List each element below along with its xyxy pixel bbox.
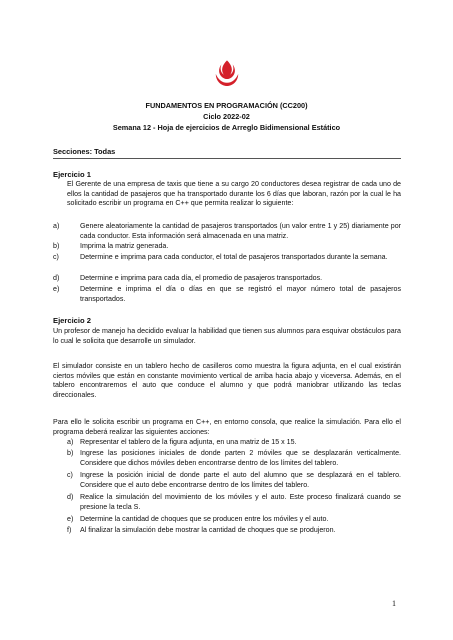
sections-label: Secciones: Todas [53,147,116,156]
item-label: d) [67,493,74,501]
item-text: Al finalizar la simulación debe mostrar la cantidad de choques que se produjeron. [80,526,336,534]
item-label: d) [53,274,60,282]
exercise-2-paragraph-1: Un profesor de manejo ha decidido evaluar la habilidad que tienen sus alumnos para esquivar obstáculos para lo cual le solicita que desarrolle un simulador. [53,327,401,345]
exercise-2-paragraph-3: Para ello le solicita escribir un programa en C++, en entorno consola, que realice la simulación. Para ello el programa deberá realizar las siguientes acciones: [53,418,401,436]
exercise-1-item-d [53,274,401,284]
exercise-2-paragraph-2: El simulador consiste en un tablero hecho de casilleros como muestra la figura adjunta, en el cual existirán ciertos móviles que están en constante movimiento vertical de arriba hacia abajo y viceversa. Además, en el tablero encontraremos el auto que conduce el alumno y que podrá maniobrar utilizando las teclas direccionales. [53,362,401,399]
item-label: c) [53,253,59,261]
exercise-2-item-e [53,515,401,525]
exercise-1-item-a [53,222,401,242]
item-text: Ingrese las posiciones iniciales de donde parten 2 móviles que se desplazarán verticalmente. Considere que dichos móviles deben encontrarse dentro de los límites del tablero. [80,449,401,467]
item-label: a) [53,222,60,230]
exercise-2-item-f [53,526,401,536]
exercise-1-item-e [53,285,401,305]
cycle-label: Ciclo 2022-02 [203,112,250,121]
item-label: b) [53,242,60,250]
section-divider [53,158,401,159]
item-text: Representar el tablero de la figura adjunta, en una matriz de 15 x 15. [80,438,297,446]
item-text: Determine la cantidad de choques que se producen entre los móviles y el auto. [80,515,329,523]
exercise-2-title: Ejercicio 2 [53,316,91,325]
exercise-2-item-c [53,471,401,491]
exercise-1-intro: El Gerente de una empresa de taxis que tiene a su cargo 20 conductores desea registrar de cada uno de ellos la cantidad de pasajeros que ha transportado durante los 6 días que laboran, razón por la cual le ha solicitado escribir un programa en C++ que permita realizar lo siguiente: [67,180,401,208]
exercise-2-item-d [53,493,401,513]
item-text: Realice la simulación del movimiento de los móviles y el auto. Este proceso finalizará cuando se presione la tecla S. [80,493,401,511]
item-label: f) [67,526,72,534]
item-label: e) [67,515,74,523]
course-title: FUNDAMENTOS EN PROGRAMACIÓN (CC200) [145,101,308,110]
item-label: a) [67,438,74,446]
week-title: Semana 12 - Hoja de ejercicios de Arreglo Bidimensional Estático [112,123,341,132]
item-label: b) [67,449,74,457]
exercise-1-item-b [53,242,401,252]
exercise-1-item-c [53,253,401,273]
item-text: Genere aleatoriamente la cantidad de pasajeros transportados (un valor entre 1 y 25) diariamente por cada conductor. Esta información será almacenada en una matriz. [80,222,401,240]
item-label: e) [53,285,60,293]
item-text: Ingrese la posición inicial de donde parte el auto del alumno que se desplazará en el tablero. Considere que el auto debe encontrarse dentro de los límites del tablero. [80,471,401,489]
university-logo-icon [211,58,243,90]
item-label: c) [67,471,73,479]
exercise-1-title: Ejercicio 1 [53,170,91,179]
item-text: Determine e imprima el día o días en que se registró el mayor número total de pasajeros transportados. [80,285,401,303]
exercise-2-item-a [53,438,401,448]
exercise-2-item-b [53,449,401,469]
item-text: Determine e imprima para cada día, el promedio de pasajeros transportados. [80,274,323,282]
item-text: Imprima la matriz generada. [80,242,169,250]
item-text: Determine e imprima para cada conductor, el total de pasajeros transportados durante la semana. [80,253,388,261]
page-number: 1 [392,599,396,608]
